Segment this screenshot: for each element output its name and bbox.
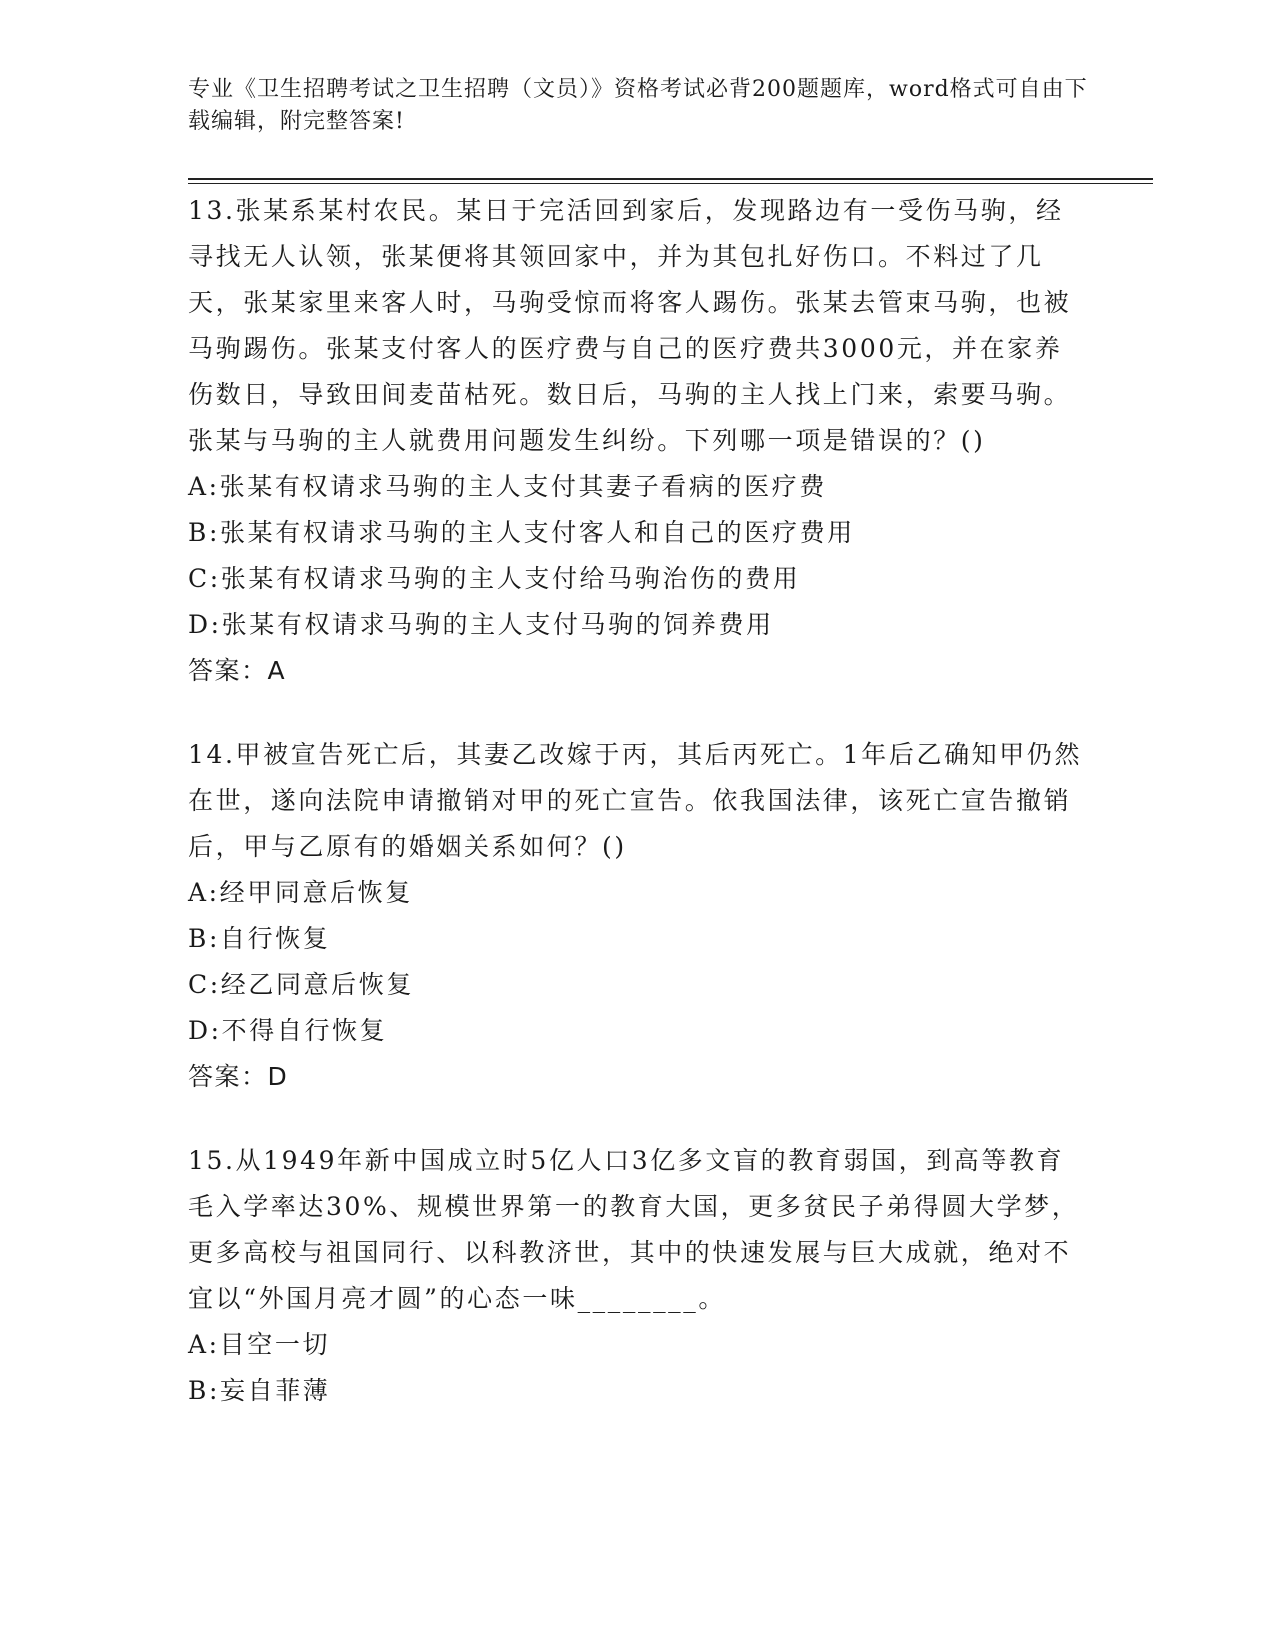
header-rule-thin [188,183,1153,184]
question-15 [188,1138,1088,1414]
question-stem: 15.从1949年新中国成立时5亿人口3亿多文盲的教育弱国，到高等教育毛入学率达30%、规模世界第一的教育大国，更多贫民子弟得圆大学梦，更多高校与祖国同行、以科教济世，其中的快速发展与巨大成就，绝对不宜以“外国月亮才圆”的心态一味________。 [188,1146,1080,1313]
option-b: B:妄自菲薄 [188,1376,331,1405]
header-rule-thick [188,178,1153,180]
question-stem: 14.甲被宣告死亡后，其妻乙改嫁于丙，其后丙死亡。1年后乙确知甲仍然在世，遂向法院申请撤销对甲的死亡宣告。依我国法律，该死亡宣告撤销后，甲与乙原有的婚姻关系如何？() [188,740,1083,861]
question-13 [188,188,1088,694]
document-header [188,74,1088,138]
option-b: B:张某有权请求马驹的主人支付客人和自己的医疗费用 [188,518,855,547]
option-a: A:目空一切 [188,1330,331,1359]
option-c: C:经乙同意后恢复 [188,970,414,999]
option-c: C:张某有权请求马驹的主人支付给马驹治伤的费用 [188,564,801,593]
question-14 [188,732,1088,1100]
option-a: A:经甲同意后恢复 [188,878,413,907]
answer-line: 答案：D [188,1062,289,1091]
header-title: 专业《卫生招聘考试之卫生招聘（文员）》资格考试必背200题题库，word格式可自由下载编辑，附完整答案! [188,77,1088,134]
option-d: D:张某有权请求马驹的主人支付马驹的饲养费用 [188,610,774,639]
question-stem: 13.张某系某村农民。某日于完活回到家后，发现路边有一受伤马驹，经寻找无人认领，张某便将其领回家中，并为其包扎好伤口。不料过了几天，张某家里来客人时，马驹受惊而将客人踢伤。张某去管束马驹，也被马驹踢伤。张某支付客人的医疗费与自己的医疗费共3000元，并在家养伤数日，导致田间麦苗枯死。数日后，马驹的主人找上门来，索要马驹。张某与马驹的主人就费用问题发生纠纷。下列哪一项是错误的？() [188,196,1072,455]
option-d: D:不得自行恢复 [188,1016,388,1045]
option-b: B:自行恢复 [188,924,331,953]
question-list [188,188,1088,1452]
option-a: A:张某有权请求马驹的主人支付其妻子看病的医疗费 [188,472,827,501]
answer-line: 答案：A [188,656,287,685]
